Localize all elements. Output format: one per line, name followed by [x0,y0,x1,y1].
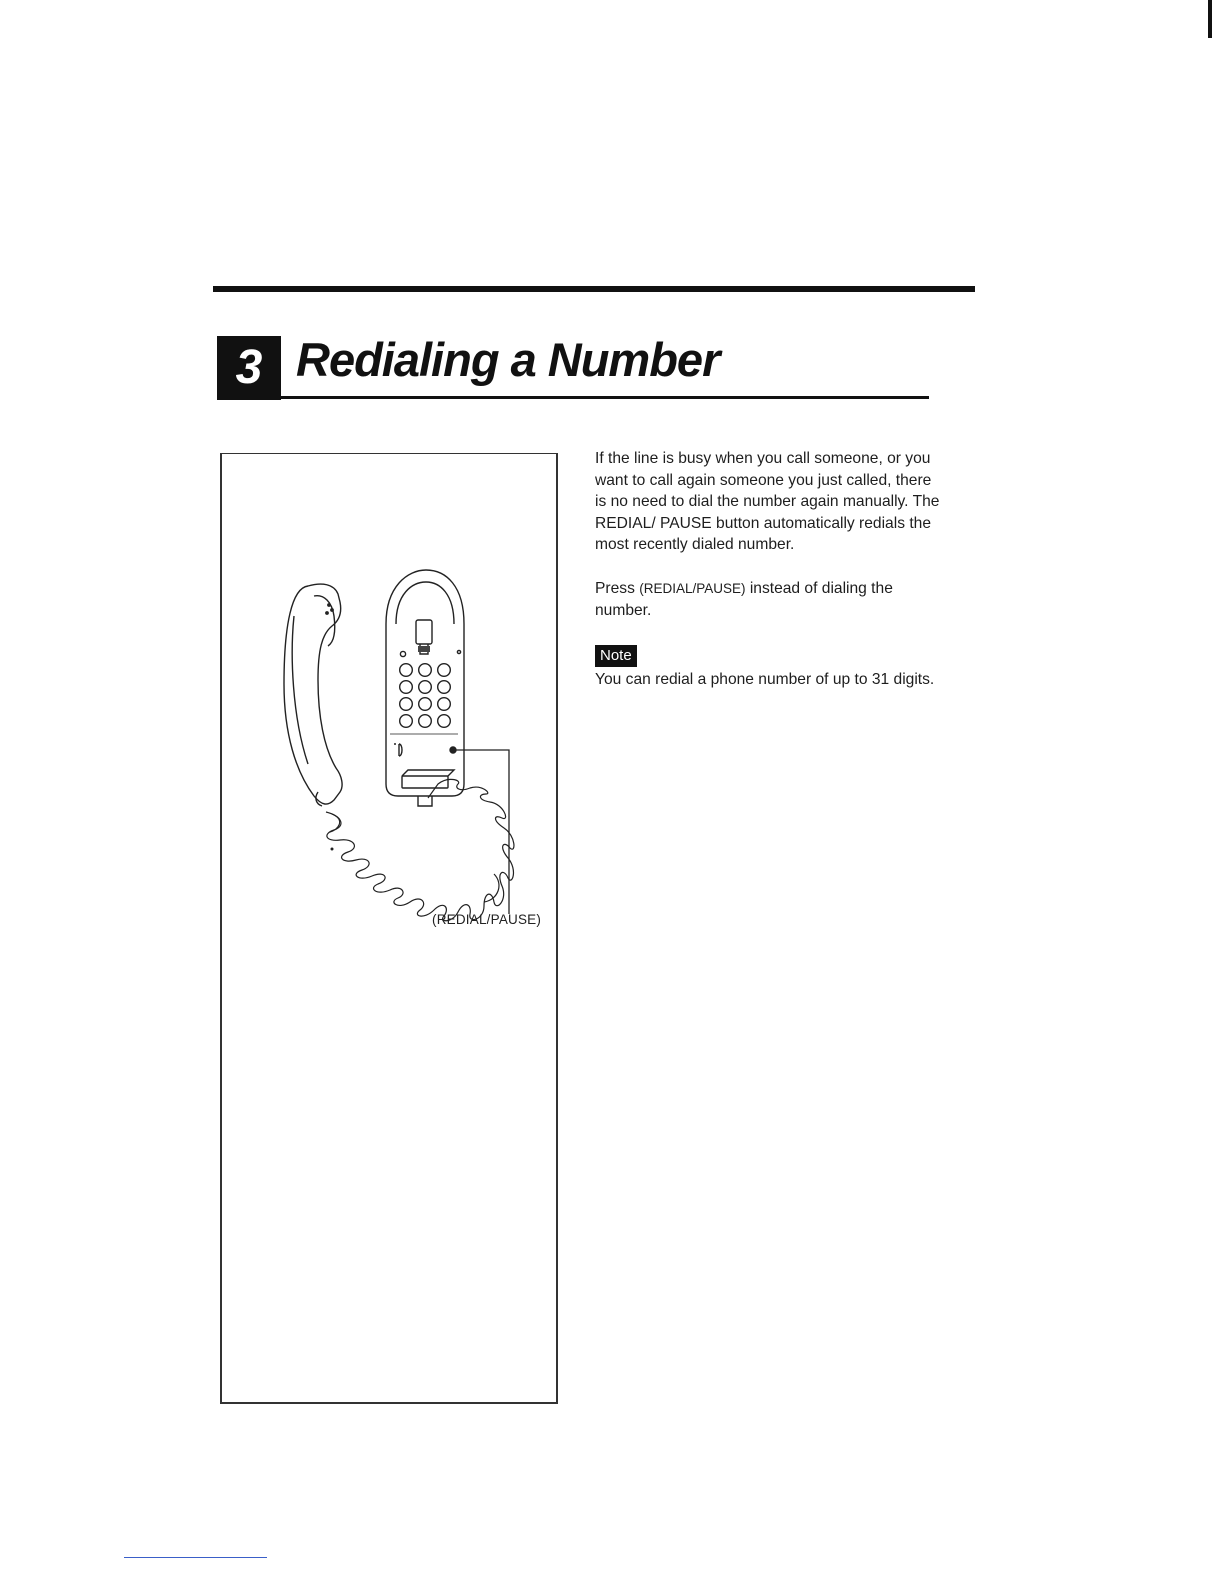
redial-pause-callout: (REDIAL/PAUSE) [432,912,542,927]
telephone-illustration-icon [222,454,560,1405]
press-prefix: Press [595,579,640,597]
page-edge-mark [1208,0,1212,38]
note-badge: Note [595,645,637,667]
press-suffix: instead of dialing the number. [595,579,893,619]
note-text: You can redial a phone number of up to 31 digits. [595,671,935,689]
instruction-paragraph [595,578,940,621]
phone-base-icon [386,570,464,806]
section-number-badge: 3 [217,336,281,400]
section-top-rule [213,286,975,292]
figure-frame [220,453,558,1404]
handset-icon [284,584,342,806]
body-text-column [595,448,940,691]
page-title: Redialing a Number [296,333,720,386]
footer-rule [124,1557,267,1558]
intro-paragraph: If the line is busy when you call someone, or you want to call again someone you just called, there is no need to dial the number again manually. The REDIAL/ PAUSE button automatically redials the most recently dialed number. [595,450,940,554]
keypad-icon [400,664,451,728]
coiled-cord-icon [326,779,514,920]
redial-pause-key: (REDIAL/PAUSE) [639,580,746,596]
title-underline [217,396,929,399]
